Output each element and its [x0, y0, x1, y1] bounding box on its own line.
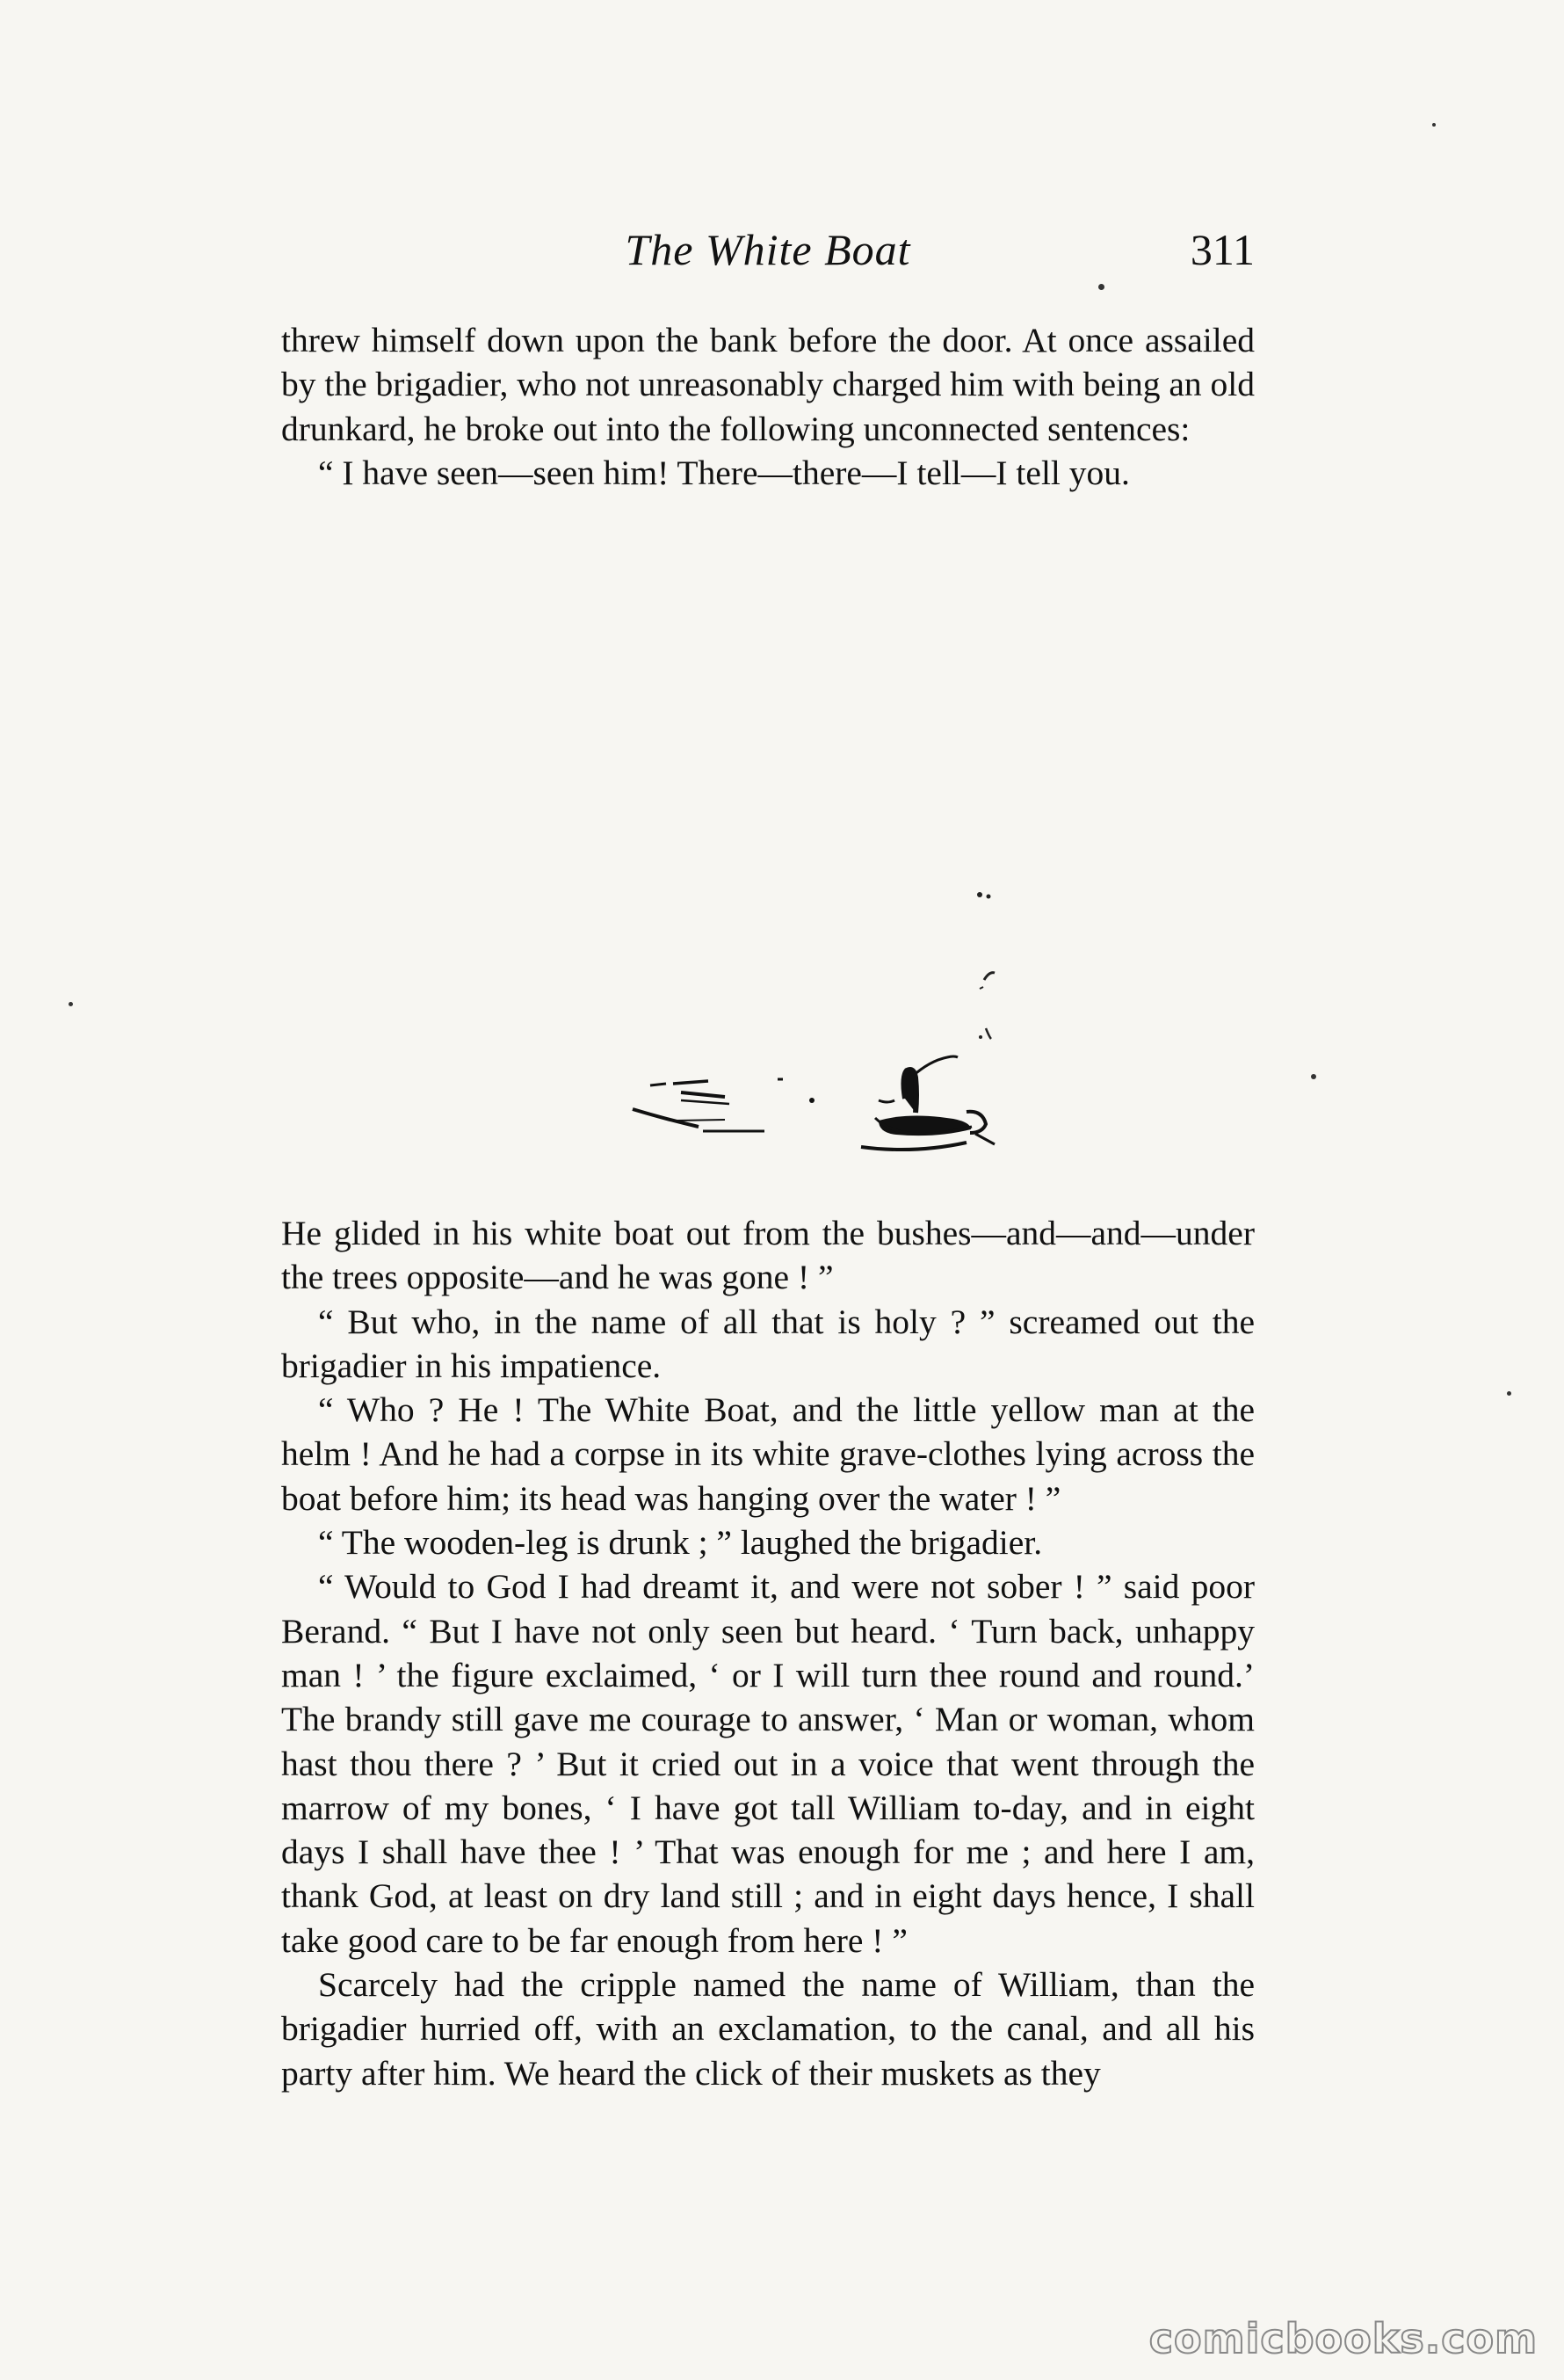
running-head: [281, 224, 1255, 286]
white-boat-sketch-icon: [615, 870, 1072, 1204]
paragraph: “ The wooden-leg is drunk ; ” laughed the brigadier.: [318, 1523, 1043, 1563]
watermark: comicbooks.com: [1148, 2315, 1538, 2362]
scan-speck: [1311, 1074, 1316, 1079]
paragraph: He glided in his white boat out from the bushes—and—and—under the trees opposite—and he was gone ! ”: [281, 1214, 1255, 1297]
text-block-bottom: [281, 1211, 1255, 2095]
paragraph: “ But who, in the name of all that is holy ? ” screamed out the brigadier in his impatience.: [281, 1302, 1255, 1385]
paragraph: Scarcely had the cripple named the name of William, than the brigadier hurried off, with an exclamation, to the canal, and all his party after him. We heard the click of their muskets as they: [281, 1965, 1255, 2093]
paragraph: “ Who ? He ! The White Boat, and the little yellow man at the helm ! And he had a corpse in its white grave-clothes lying across the boat before him; its head was hanging over the water ! ”: [281, 1390, 1255, 1518]
text-block-top: [281, 318, 1255, 495]
page-number: 311: [1190, 225, 1255, 274]
scan-speck: [1098, 284, 1104, 290]
paragraph: “ Would to God I had dreamt it, and were not sober ! ” said poor Berand. “ But I have not only seen but heard. ‘ Turn back, unhappy man ! ’ the figure exclaimed, ‘ or I will turn thee round and round.’ The brandy still gave me courage to answer, ‘ Man or woman, whom hast thou there ? ’ But it cried out in a voice that went through the marrow of my bones, ‘ I have got tall William to-day, and in eight days I shall have thee ! ’ That was enough for me ; and here I am, thank God, at least on dry land still ; and in eight days hence, I shall take good care to be far enough from here ! ”: [281, 1567, 1255, 1960]
running-title: The White Boat: [625, 225, 911, 274]
scan-speck: [1507, 1391, 1511, 1396]
paragraph: threw himself down upon the bank before the door. At once assailed by the brigadier, who not unreasonably charged him with being an old drunkard, he broke out into the following unconnected sentences:: [281, 321, 1255, 448]
scan-speck: [69, 1002, 73, 1006]
paragraph: “ I have seen—seen him! There—there—I tell—I tell you.: [318, 453, 1130, 492]
scan-speck: [1432, 123, 1436, 127]
